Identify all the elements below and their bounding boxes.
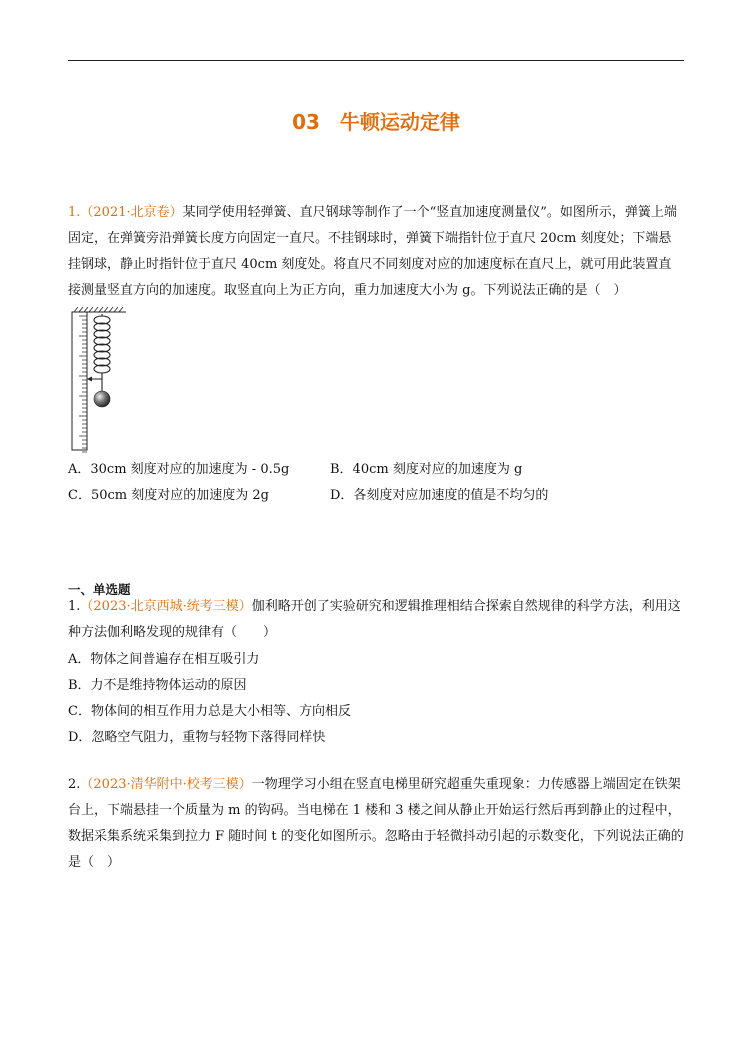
- example-option-d: D．各刻度对应加速度的值是不均匀的: [330, 488, 549, 503]
- example-option-b: B．40cm 刻度对应的加速度为 g: [330, 462, 523, 477]
- spring-ruler-figure: [66, 306, 136, 458]
- spring-ruler-diagram: [66, 306, 136, 454]
- example-option-a: A．30cm 刻度对应的加速度为 - 0.5g: [68, 462, 290, 477]
- q2-number: 2.: [68, 777, 81, 792]
- section-heading: 一、单选题: [68, 582, 131, 597]
- q1-option-b: B．力不是维持物体运动的原因: [68, 678, 247, 693]
- q1-option-d: D．忽略空气阻力，重物与轻物下落得同样快: [68, 730, 326, 745]
- q1-source: （2023·北京西城·统考三模）: [80, 599, 252, 614]
- q1-option-a: A．物体之间普遍存在相互吸引力: [68, 652, 260, 667]
- example-number: 1.: [68, 205, 81, 220]
- steel-ball: [94, 391, 110, 407]
- page-title: 03 牛顿运动定律: [292, 110, 460, 134]
- example-option-c: C．50cm 刻度对应的加速度为 2g: [68, 488, 269, 503]
- header-rule: [68, 60, 684, 61]
- q1-option-c: C．物体间的相互作用力总是大小相等、方向相反: [68, 704, 351, 719]
- question-2: [68, 772, 684, 876]
- q1-number: 1.: [68, 599, 81, 614]
- example-source: （2021·北京卷）: [80, 205, 183, 220]
- question-1: [68, 594, 684, 646]
- example-text: 某同学使用轻弹簧、直尺钢球等制作了一个“竖直加速度测量仪”。如图所示，弹簧上端固定，在弹簧旁沿弹簧长度方向固定一直尺。不挂钢球时，弹簧下端指针位于直尺 20cm 刻度处；下端悬挂钢球，静止时指针位于直尺 40cm 刻度处。将直尺不同刻度对应的加速度标在直尺上，就可用此装置直接测量竖直方向的加速度。取竖直向上为正方向，重力加速度大小为 g。下列说法正确的是（ ）: [68, 205, 677, 298]
- example-question: [68, 200, 684, 304]
- q2-text: 一物理学习小组在竖直电梯里研究超重失重现象：力传感器上端固定在铁架台上，下端悬挂一个质量为 m 的钩码。当电梯在 1 楼和 3 楼之间从静止开始运行然后再到静止的过程中，数据采集系统采集到拉力 F 随时间 t 的变化如图所示。忽略由于轻微抖动引起的示数变化，下列说法正确的是（ ）: [68, 777, 684, 870]
- q2-source: （2023·清华附中·校考三模）: [80, 777, 252, 792]
- q1-text: 伽利略开创了实验研究和逻辑推理相结合探索自然规律的科学方法，利用这种方法伽利略发现的规律有（ ）: [68, 599, 681, 640]
